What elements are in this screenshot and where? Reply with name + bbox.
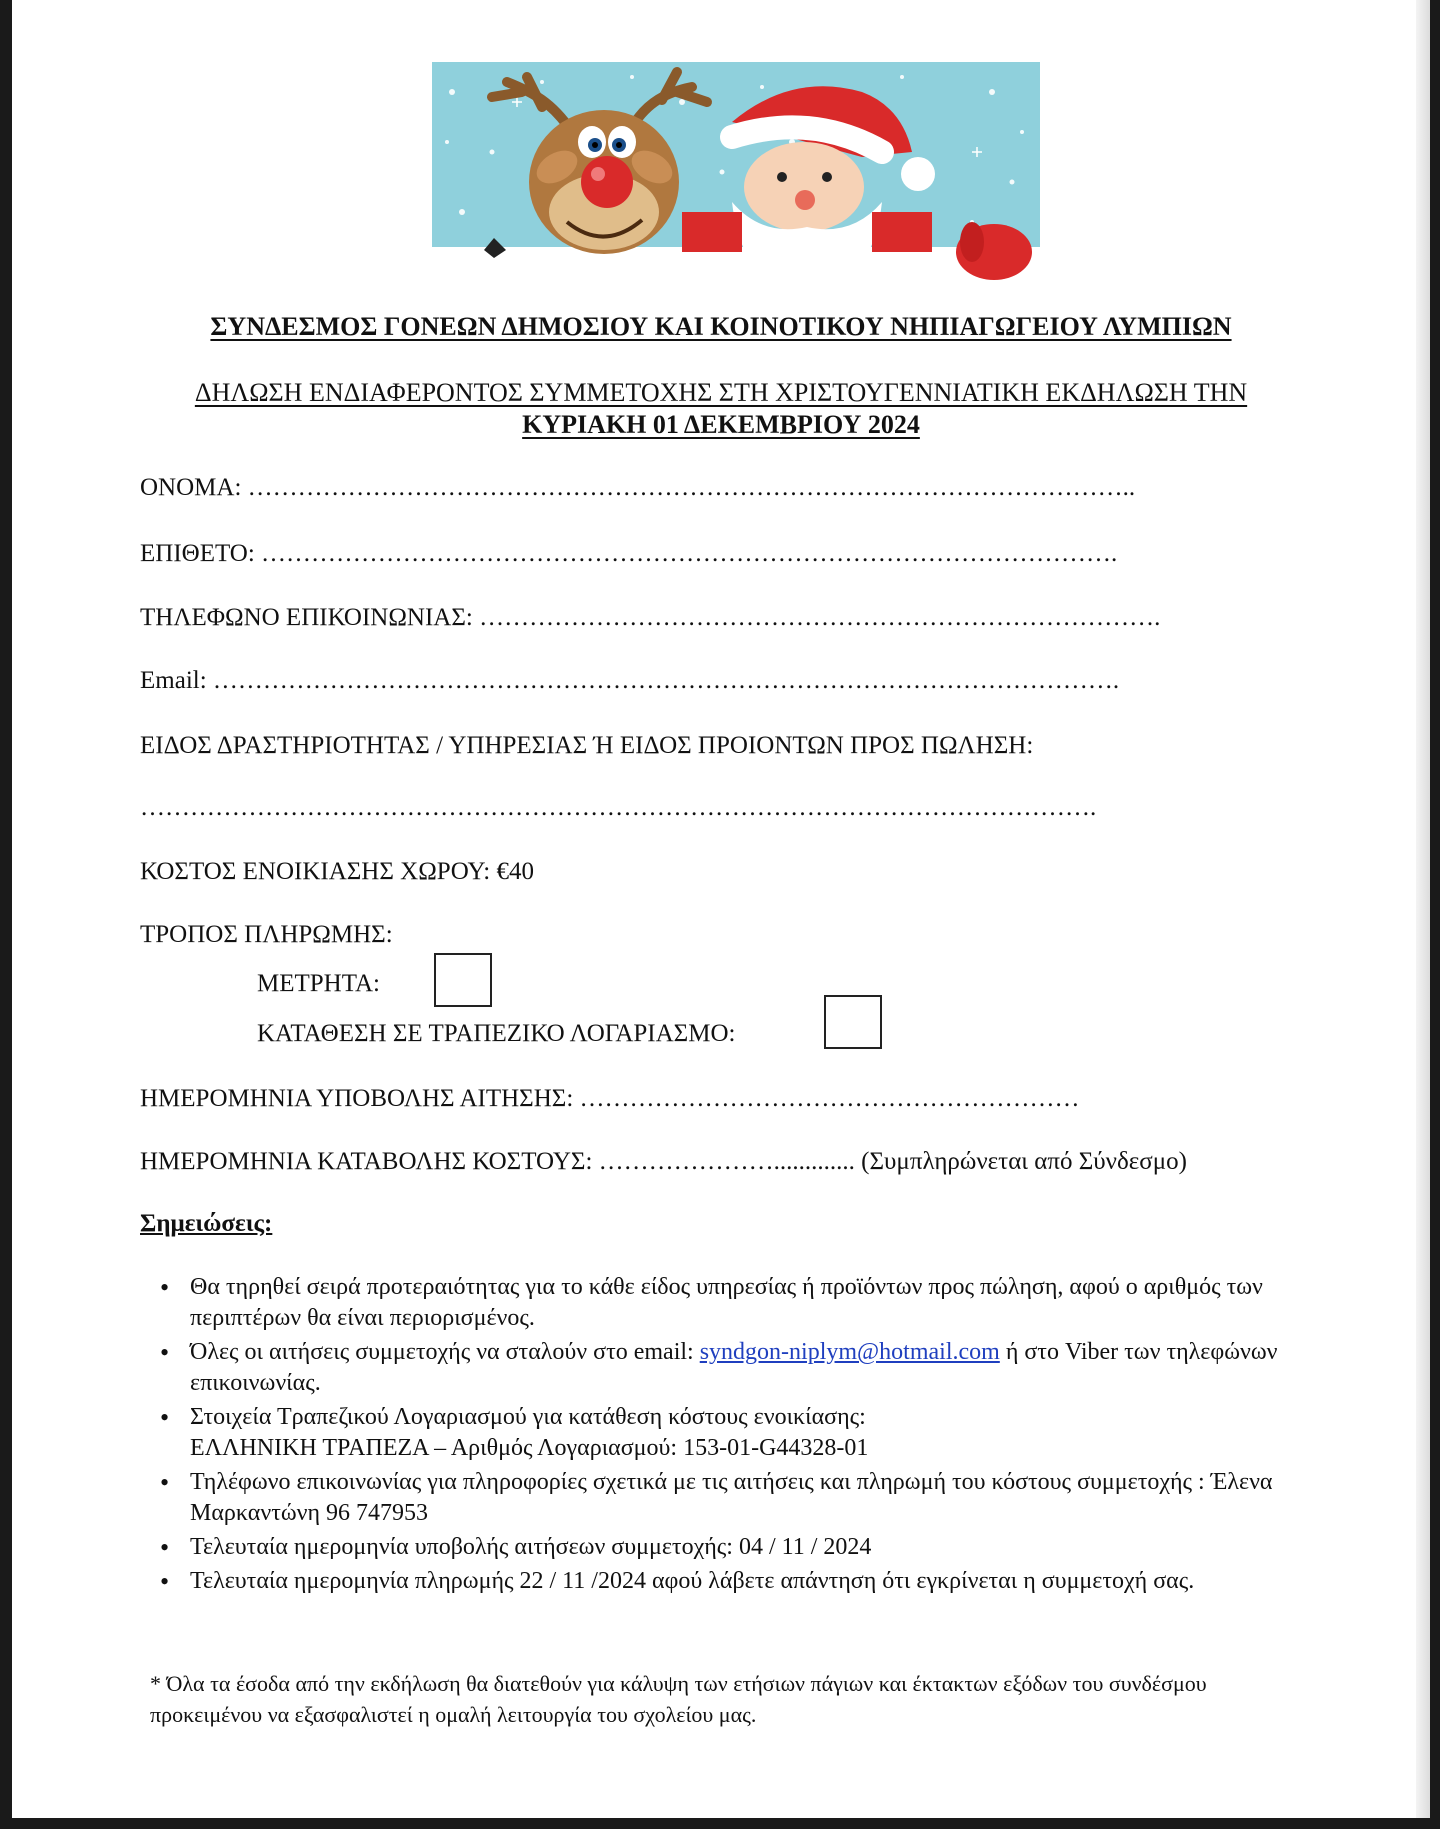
phone-field[interactable]	[140, 604, 1160, 632]
page-edge	[1416, 0, 1430, 1818]
submission-date-dots: ……………………………………………………	[579, 1085, 1080, 1112]
name-label: ΟΝΟΜΑ:	[140, 474, 242, 501]
phone-label: ΤΗΛΕΦΩΝΟ ΕΠΙΚΟΙΝΩΝΙΑΣ:	[140, 604, 473, 631]
surname-label: ΕΠΙΘΕΤΟ:	[140, 540, 255, 567]
phone-dots: ……………………………………………………………………….	[479, 604, 1161, 631]
submission-date-label: ΗΜΕΡΟΜΗΝΙΑ ΥΠΟΒΟΛΗΣ ΑΙΤΗΣΗΣ:	[140, 1085, 574, 1112]
email-instruction: Όλες οι αιτήσεις συμμετοχής να σταλούν στο email:	[190, 1339, 694, 1365]
activity-dots: …………………………………………………………………………………………………….	[140, 794, 1097, 821]
email-field[interactable]	[140, 667, 1119, 695]
name-dots: ……………………………………………………………………………………………..	[247, 474, 1136, 501]
list-item: • Τηλέφωνο επικοινωνίας για πληροφορίες σχετικά με τις αιτήσεις και πληρωμή του κόστους συμμετοχής : Έλενα Μαρκαντώνη 96 747953	[190, 1467, 1350, 1529]
rental-cost: ΚΟΣΤΟΣ ΕΝΟΙΚΙΑΣΗΣ ΧΩΡΟΥ: €40	[140, 858, 534, 885]
payment-bank-label: ΚΑΤΑΘΕΣΗ ΣΕ ΤΡΑΠΕΖΙΚΟ ΛΟΓΑΡΙΑΣΜΟ:	[257, 1020, 736, 1047]
payment-cash-label: ΜΕΤΡΗΤΑ:	[257, 970, 380, 997]
bank-info-label: Στοιχεία Τραπεζικού Λογαριασμού για κατάθεση κόστους ενοικίασης:	[190, 1404, 866, 1430]
contact-email-link[interactable]: syndgon-niplym@hotmail.com	[699, 1339, 1000, 1365]
activity-field[interactable]	[140, 794, 1096, 822]
list-item	[190, 1337, 1350, 1399]
payment-date-field[interactable]	[140, 1148, 1187, 1176]
payment-date-label: ΗΜΕΡΟΜΗΝΙΑ ΚΑΤΑΒΟΛΗΣ ΚΟΣΤΟΥΣ:	[140, 1148, 593, 1175]
list-item: • Τελευταία ημερομηνία πληρωμής 22 / 11 /2024 αφού λάβετε απάντηση ότι εγκρίνεται η συμμετοχή σας.	[190, 1566, 1350, 1597]
notes-title: Σημειώσεις:	[140, 1210, 273, 1237]
footnote: * Όλα τα έσοδα από την εκδήλωση θα διατεθούν για κάλυψη των ετήσιων πάγιων και έκτακτων εξόδων του συνδέσμου προκειμένου να εξασφαλιστεί η ομαλή λειτουργία του σχολείου μας.	[150, 1671, 1207, 1727]
surname-field[interactable]	[140, 540, 1117, 568]
bank-account-line: ΕΛΛΗΝΙΚΗ ΤΡΑΠΕΖΑ – Αριθμός Λογαριασμού: 153-01-G44328-01	[190, 1435, 869, 1461]
document-page	[12, 0, 1430, 1818]
email-label: Email:	[140, 667, 207, 694]
list-item: • Θα τηρηθεί σειρά προτεραιότητας για το κάθε είδος υπηρεσίας ή προϊόντων προς πώληση, αφού ο αριθμός των περιπτέρων θα είναι περιορισμένος.	[190, 1272, 1350, 1334]
event-date: ΚΥΡΙΑΚΗ 01 ΔΕΚΕΜΒΡΙΟΥ 2024	[522, 410, 920, 439]
surname-dots: ………………………………………………………………………………………….	[261, 540, 1118, 567]
payment-method-label: ΤΡΟΠΟΣ ΠΛΗΡΩΜΗΣ:	[140, 921, 393, 948]
name-field[interactable]	[140, 474, 1135, 502]
organization-title: ΣΥΝΔΕΣΜΟΣ ΓΟΝΕΩΝ ΔΗΜΟΣΙΟΥ ΚΑΙ ΚΟΙΝΟΤΙΚΟΥ ΝΗΠΙΑΓΩΓΕΙΟΥ ΛΥΜΠΙΩΝ	[210, 312, 1232, 341]
notes-list	[190, 1272, 1350, 1600]
bank-transfer-checkbox[interactable]	[824, 995, 882, 1049]
list-item: • Τελευταία ημερομηνία υποβολής αιτήσεων συμμετοχής: 04 / 11 / 2024	[190, 1532, 1350, 1563]
declaration-title: ΔΗΛΩΣΗ ΕΝΔΙΑΦΕΡΟΝΤΟΣ ΣΥΜΜΕΤΟΧΗΣ ΣΤΗ ΧΡΙΣΤΟΥΓΕΝΝΙΑΤΙΚΗ ΕΚΔΗΛΩΣΗ ΤΗΝ	[194, 378, 1248, 407]
list-item	[190, 1402, 1350, 1464]
christmas-banner-illustration	[432, 62, 1040, 290]
email-dots: ……………………………………………………………………………………………….	[212, 667, 1120, 694]
activity-label: ΕΙΔΟΣ ΔΡΑΣΤΗΡΙΟΤΗΤΑΣ / ΥΠΗΡΕΣΙΑΣ Ή ΕΙΔΟΣ ΠΡΟΙΟΝΤΩΝ ΠΡΟΣ ΠΩΛΗΣΗ:	[140, 732, 1034, 759]
cash-checkbox[interactable]	[434, 953, 492, 1007]
email-suffix: ή στο Viber των τηλεφώνων επικοινωνίας.	[190, 1339, 1278, 1396]
submission-date-field[interactable]	[140, 1085, 1080, 1113]
payment-date-note: (Συμπληρώνεται από Σύνδεσμο)	[861, 1148, 1187, 1175]
payment-date-dots: ………………….............	[598, 1148, 855, 1175]
